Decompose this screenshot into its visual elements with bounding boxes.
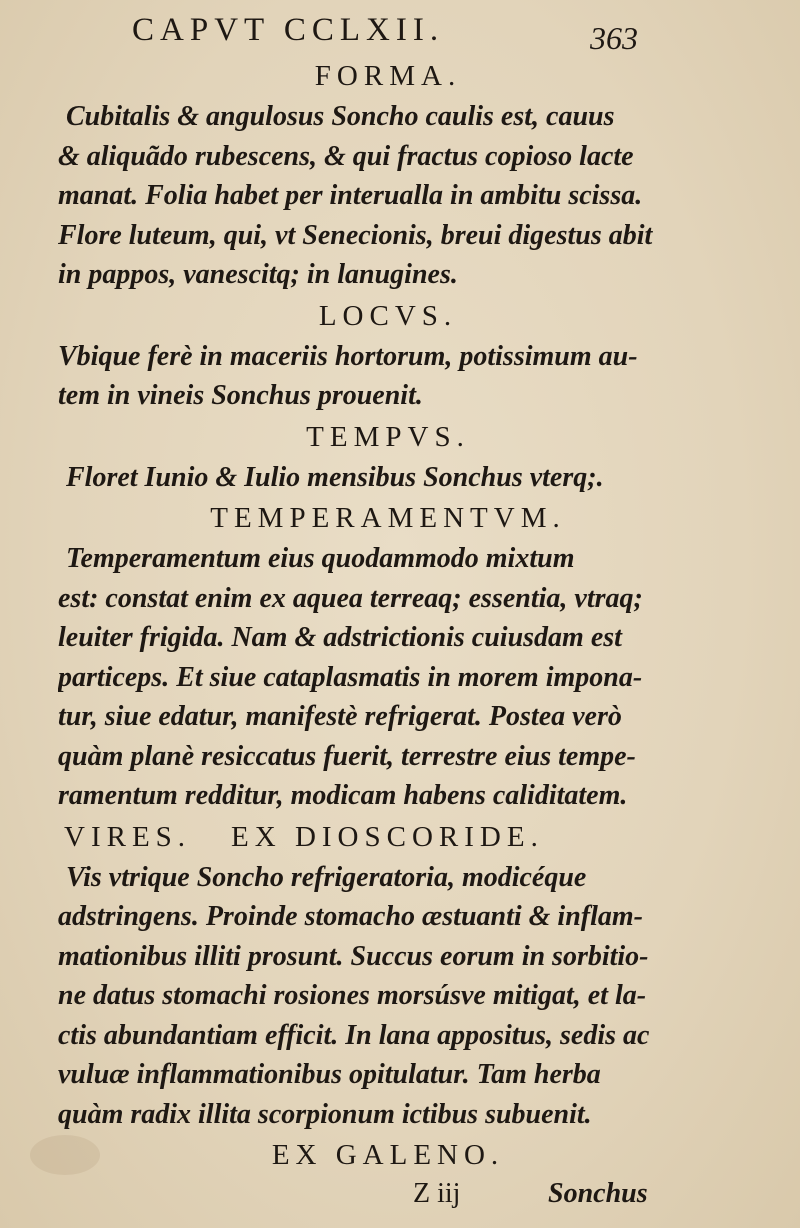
text-line: Temperamentum eius quodammodo mixtum	[66, 543, 575, 574]
text-line: particeps. Et siue cataplasmatis in morem impona-	[58, 661, 643, 693]
section-heading-tempus: TEMPVS.	[306, 420, 470, 453]
text-line: Flore luteum, qui, vt Senecionis, breui digestus abit	[58, 219, 653, 251]
text-line: mationibus illiti prosunt. Succus eorum in sorbitio-	[58, 940, 649, 972]
text-line: ctis abundantiam efficit. In lana appositus, sedis ac	[58, 1019, 650, 1051]
text-line: manat. Folia habet per interualla in ambitu scissa.	[58, 180, 643, 211]
section-heading-forma: FORMA.	[314, 60, 462, 92]
text-line: in pappos, vanescitq; in lanugines.	[58, 259, 458, 290]
section-heading-ex-galeno: EX GALENO.	[271, 1139, 505, 1171]
text-line: leuiter frigida. Nam & adstrictionis cuiusdam est	[58, 622, 622, 653]
page-footer	[58, 1176, 718, 1220]
text-line: est: constat enim ex aquea terreaq; essentia, vtraq;	[58, 582, 643, 614]
text-line: Floret Iunio & Iulio mensibus Sonchus vterq;.	[66, 461, 604, 493]
vires-heading-label: VIRES.	[64, 820, 192, 853]
text-line: quàm radix illita scorpionum ictibus subuenit.	[58, 1098, 592, 1130]
dioscorides-heading-label: EX DIOSCORIDE.	[231, 820, 544, 853]
section-heading-vires	[58, 816, 718, 858]
text-line: vuluæ inflammationibus opitulatur. Tam herba	[58, 1059, 601, 1090]
text-line: Vbique ferè in maceriis hortorum, potissimum au-	[58, 340, 638, 372]
section-heading-locus: LOCVS.	[318, 299, 458, 332]
text-line: quàm planè resiccatus fuerit, terrestre eius tempe-	[58, 740, 636, 772]
running-head	[0, 12, 800, 56]
text-line: tur, siue edatur, manifestè refrigerat. Postea verò	[58, 701, 622, 732]
catchword: Sonchus	[548, 1178, 648, 1209]
text-block	[58, 55, 718, 1220]
text-line: adstringens. Proinde stomacho æstuanti & inflam-	[58, 901, 643, 932]
chapter-title: CAPVT CCLXII.	[132, 12, 445, 48]
text-line: & aliquãdo rubescens, & qui fractus copioso lacte	[58, 140, 634, 172]
page-number: 363	[590, 20, 638, 56]
text-line: tem in vineis Sonchus prouenit.	[58, 380, 423, 411]
signature-mark: Z iij	[413, 1178, 461, 1209]
paper-stain	[30, 1135, 100, 1175]
text-line: ramentum redditur, modicam habens caliditatem.	[58, 780, 628, 811]
text-line: Cubitalis & angulosus Soncho caulis est, cauus	[66, 101, 615, 132]
text-line: Vis vtrique Soncho refrigeratoria, modicéque	[66, 861, 587, 893]
section-heading-temperamentum: TEMPERAMENTVM.	[210, 502, 566, 534]
text-line: ne datus stomachi rosiones morsúsve mitigat, et la-	[58, 980, 647, 1011]
